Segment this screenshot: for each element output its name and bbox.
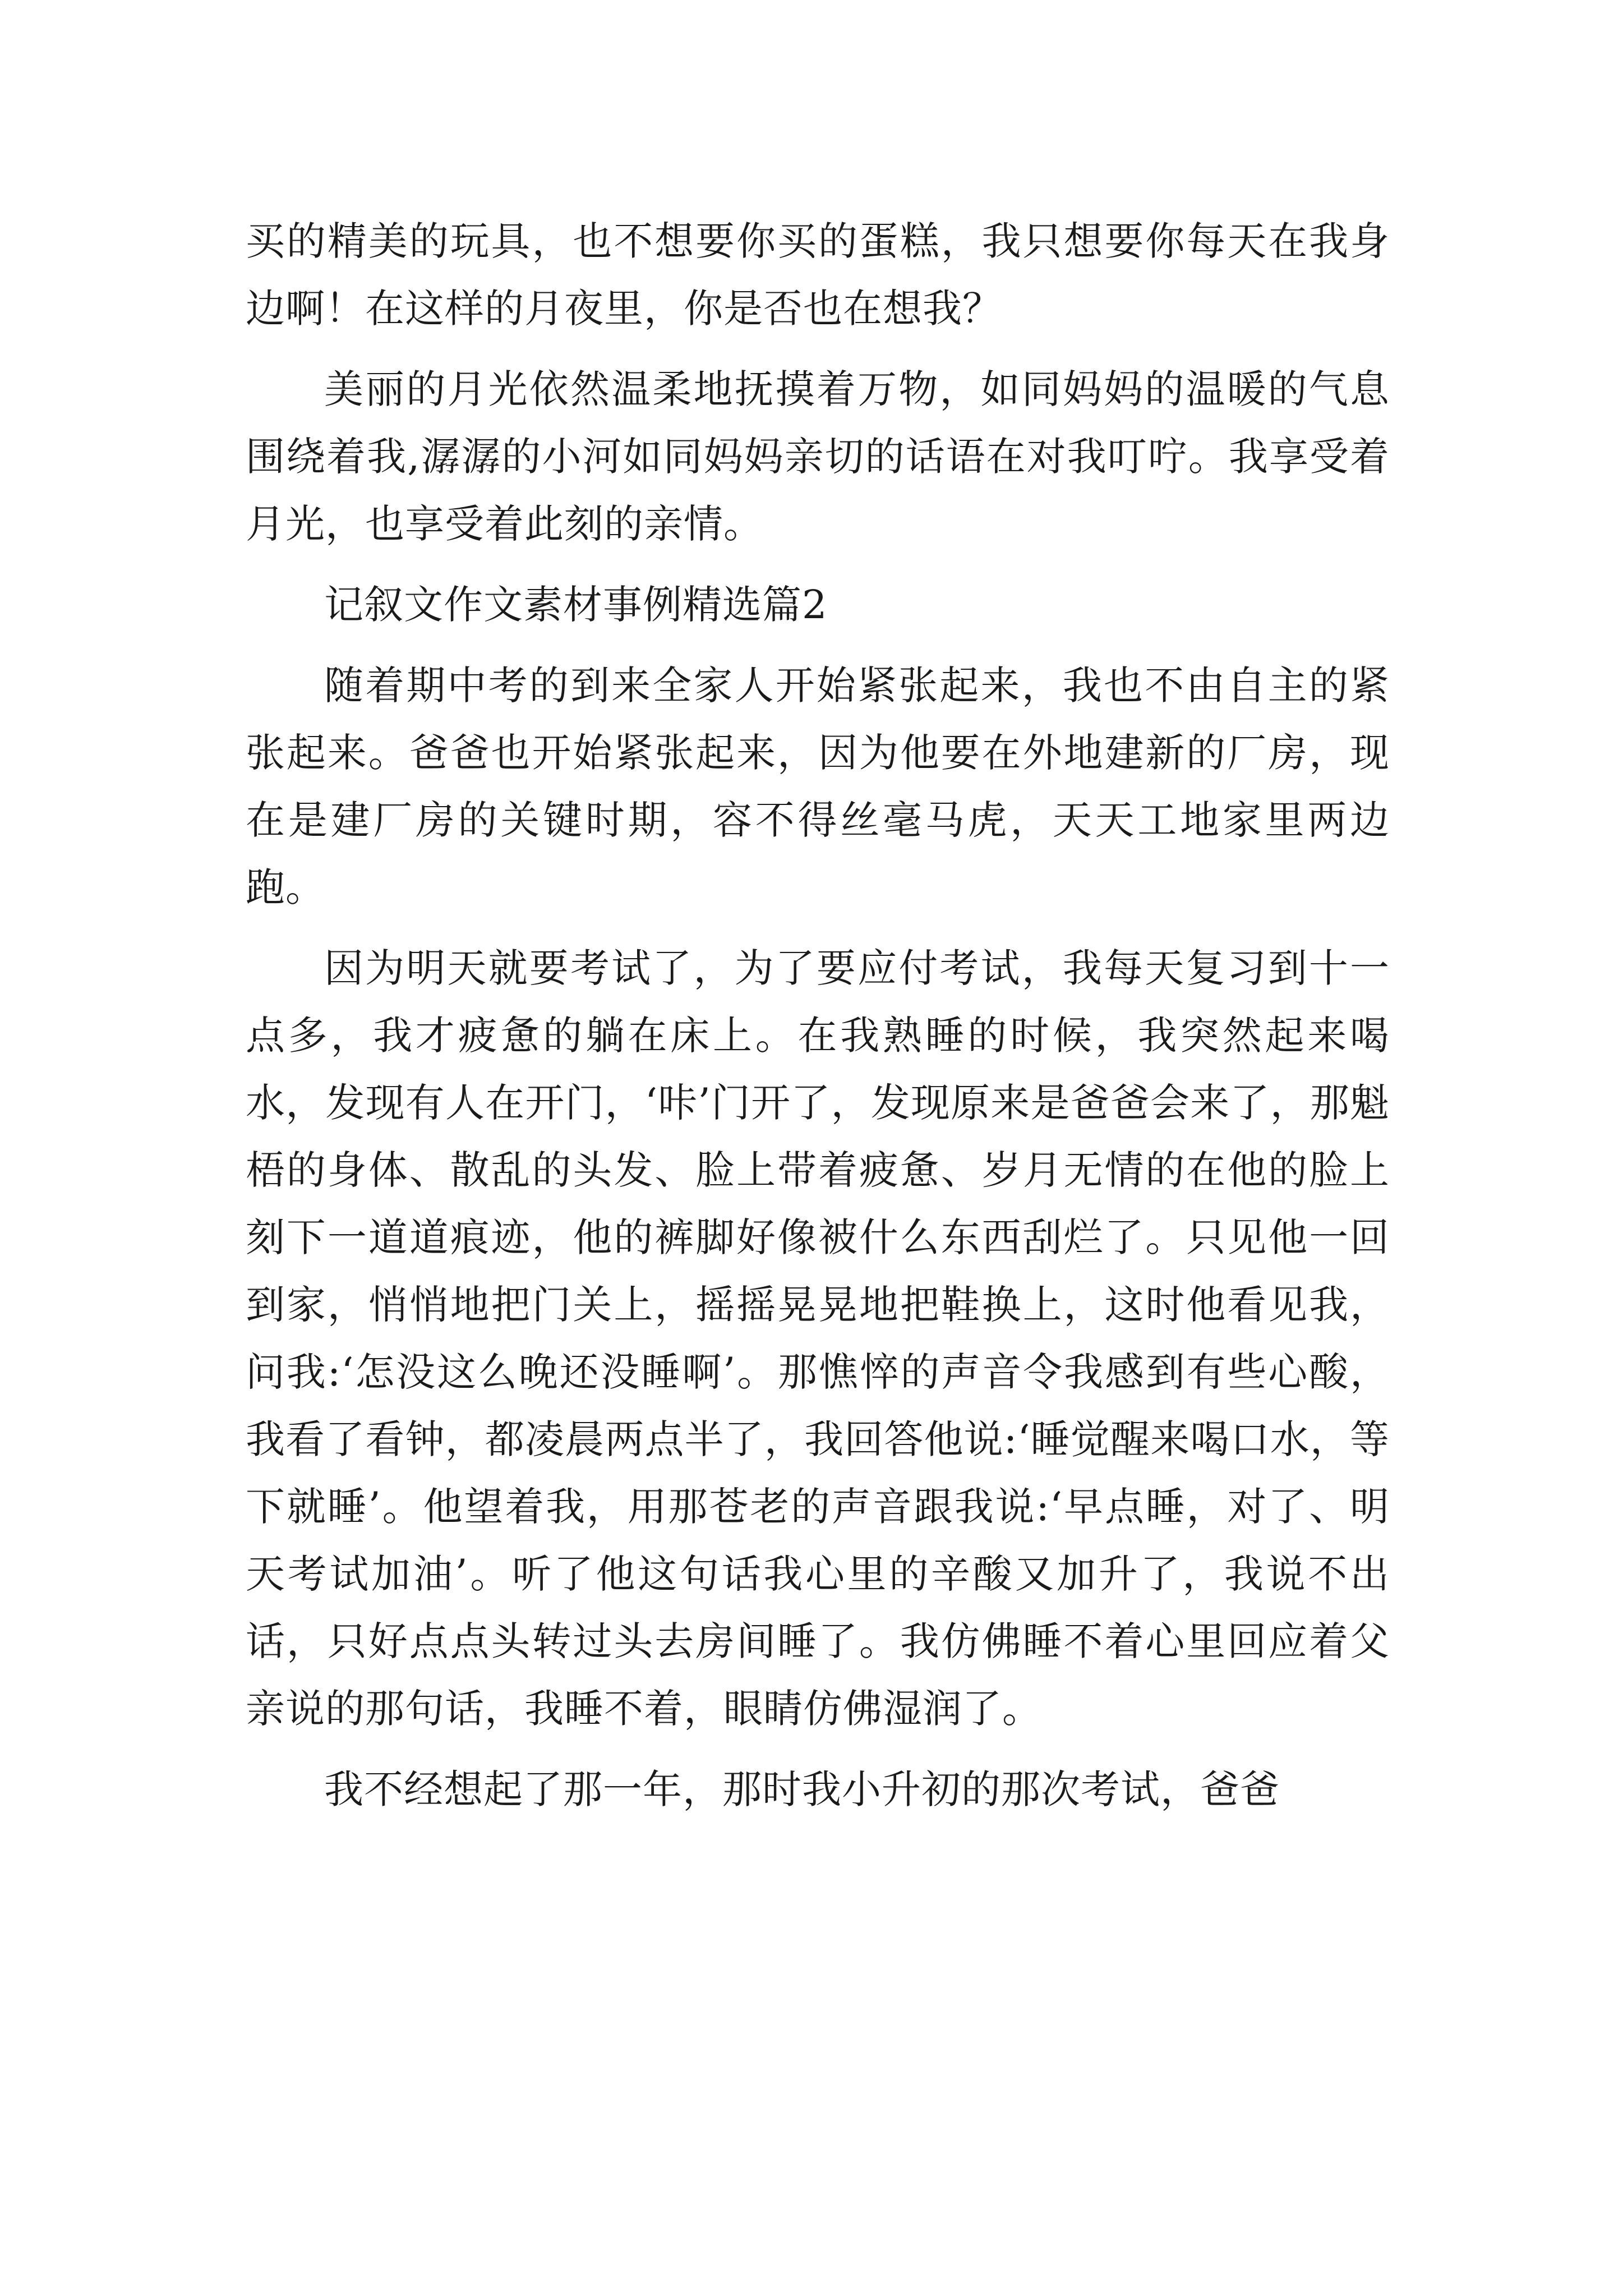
paragraph: 我不经想起了那一年，那时我小升初的那次考试，爸爸 <box>324 1766 1280 1812</box>
paragraph: 美丽的月光依然温柔地抚摸着万物，如同妈妈的温暖的气息围绕着我,潺潺的小河如同妈妈亲切的话语在对我叮咛。我享受着月光，也享受着此刻的亲情。 <box>246 366 1390 547</box>
section-heading: 记叙文作文素材事例精选篇2 <box>324 582 828 628</box>
paragraph: 因为明天就要考试了，为了要应付考试，我每天复习到十一点多，我才疲惫的躺在床上。在我熟睡的时候，我突然起来喝水，发现有人在开门，‘咔’门开了，发现原来是爸爸会来了，那魁梧的身体、散乱的头发、脸上带着疲惫、岁月无情的在他的脸上刻下一道道痕迹，他的裤脚好像被什么东西刮烂了。只见他一回到家，悄悄地把门关上，摇摇晃晃地把鞋换上，这时他看见我，问我:‘怎没这么晚还没睡啊’。那憔悴的声音令我感到有些心酸，我看了看钟，都凌晨两点半了，我回答他说:‘睡觉醒来喝口水，等下就睡’。他望着我，用那苍老的声音跟我说:‘早点睡，对了、明天考试加油’。听了他这句话我心里的辛酸又加升了，我说不出话，只好点点头转过头去房间睡了。我仿佛睡不着心里回应着父亲说的那句话，我睡不着，眼睛仿佛湿润了。 <box>246 945 1390 1732</box>
paragraph: 随着期中考的到来全家人开始紧张起来，我也不由自主的紧张起来。爸爸也开始紧张起来，因为他要在外地建新的厂房，现在是建厂房的关键时期，容不得丝毫马虎，天天工地家里两边跑。 <box>246 662 1390 910</box>
document-body <box>246 208 1390 1837</box>
paragraph: 买的精美的玩具，也不想要你买的蛋糕，我只想要你每天在我身边啊！在这样的月夜里，你是否也在想我？ <box>246 218 1390 332</box>
